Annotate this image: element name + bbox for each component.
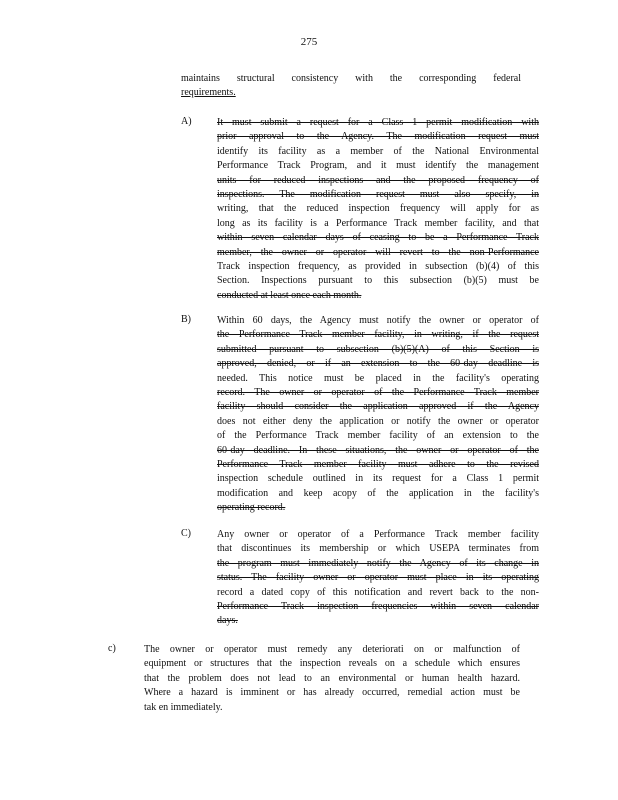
struck-line: within seven calendar days of ceasing to be a Performance Track bbox=[217, 232, 539, 244]
struck-line: It must submit a request for a Class 1 permit modification with bbox=[217, 117, 539, 128]
struck-line: Performance Track member facility must adhere to the revised bbox=[217, 458, 539, 470]
struck-line: operating record. bbox=[217, 502, 286, 514]
text-line: Section. Inspections pursuant to this subsection (b)(5) must be bbox=[217, 275, 539, 287]
text-line: does not either deny the application or notify the owner or operator bbox=[217, 415, 539, 427]
struck-line: 60-day deadline. In these situations, the owner or operator of the bbox=[217, 444, 539, 456]
struck-line: member, the owner or operator will revert to the non-Performance bbox=[217, 246, 539, 258]
text-line: identify its facility as a member of the National Environmental bbox=[217, 145, 539, 157]
text-line: Any owner or operator of a Performance Track member facility bbox=[217, 529, 539, 540]
text-line: inspection schedule outlined in its request for a Class 1 permit bbox=[217, 473, 539, 485]
intro-line: requirements. bbox=[181, 87, 236, 99]
struck-line: the Performance Track member facility, in writing, if the request bbox=[217, 329, 539, 341]
paragraph-line: Where a hazard is imminent or has already occurred, remedial action must be bbox=[144, 687, 520, 699]
struck-line: facility should consider the application approved if the Agency bbox=[217, 401, 539, 413]
struck-line: approved, denied, or if an extension to the 60-day deadline is bbox=[217, 358, 539, 370]
text-line: Track inspection frequency, as provided in subsection (b)(4) of this bbox=[217, 260, 539, 272]
intro-line: maintains structural consistency with the corresponding federal bbox=[181, 73, 521, 84]
subsection-label: A) bbox=[181, 116, 192, 127]
text-line: writing, that the reduced inspection frequency will apply for as bbox=[217, 203, 539, 215]
paragraph-line: that the problem does not lead to an environmental or human health hazard. bbox=[144, 672, 520, 684]
text-line: long as its facility is a Performance Track member facility, and that bbox=[217, 217, 539, 229]
paragraph-line: tak en immediately. bbox=[144, 701, 223, 713]
struck-line: conducted at least once each month. bbox=[217, 289, 362, 301]
struck-line: inspections. The modification request must also specify, in bbox=[217, 188, 539, 200]
text-line: record a dated copy of this notification and revert back to the non- bbox=[217, 586, 539, 598]
struck-line: prior approval to the Agency. The modification request must bbox=[217, 131, 539, 143]
text-line: Within 60 days, the Agency must notify the owner or operator of bbox=[217, 315, 539, 326]
text-line: Performance Track Program, and it must identify the management bbox=[217, 160, 539, 172]
subsection-text bbox=[217, 314, 539, 515]
subsection-label: B) bbox=[181, 314, 191, 325]
intro-paragraph bbox=[181, 72, 521, 101]
struck-line: the program must immediately notify the Agency of its change in bbox=[217, 557, 539, 569]
struck-line: status. The facility owner or operator must place in its operating bbox=[217, 572, 539, 584]
struck-line: record. The owner or operator of the Performance Track member bbox=[217, 386, 539, 398]
paragraph-line: The owner or operator must remedy any deteriorati on or malfunction of bbox=[144, 644, 520, 655]
paragraph-line: equipment or structures that the inspection reveals on a schedule which ensures bbox=[144, 658, 520, 670]
text-line: needed. This notice must be placed in the facility's operating bbox=[217, 372, 539, 384]
struck-line: units for reduced inspections and the proposed frequency of bbox=[217, 174, 539, 186]
page-number: 275 bbox=[300, 36, 318, 48]
text-line: modification and keep acopy of the application in the facility's bbox=[217, 487, 539, 499]
text-line: of the Performance Track member facility of an extension to the bbox=[217, 430, 539, 442]
text-line: that discontinues its membership or which USEPA terminates from bbox=[217, 543, 539, 555]
struck-line: Performance Track inspection frequencies within seven calendar bbox=[217, 600, 539, 612]
subsection-text bbox=[217, 116, 539, 303]
paragraph-label: c) bbox=[108, 643, 116, 654]
struck-line: submitted pursuant to subsection (b)(5)(A) of this Section is bbox=[217, 343, 539, 355]
subsection-label: C) bbox=[181, 528, 191, 539]
subsection-text bbox=[217, 528, 539, 629]
paragraph-text bbox=[144, 643, 520, 715]
struck-line: days. bbox=[217, 615, 238, 627]
